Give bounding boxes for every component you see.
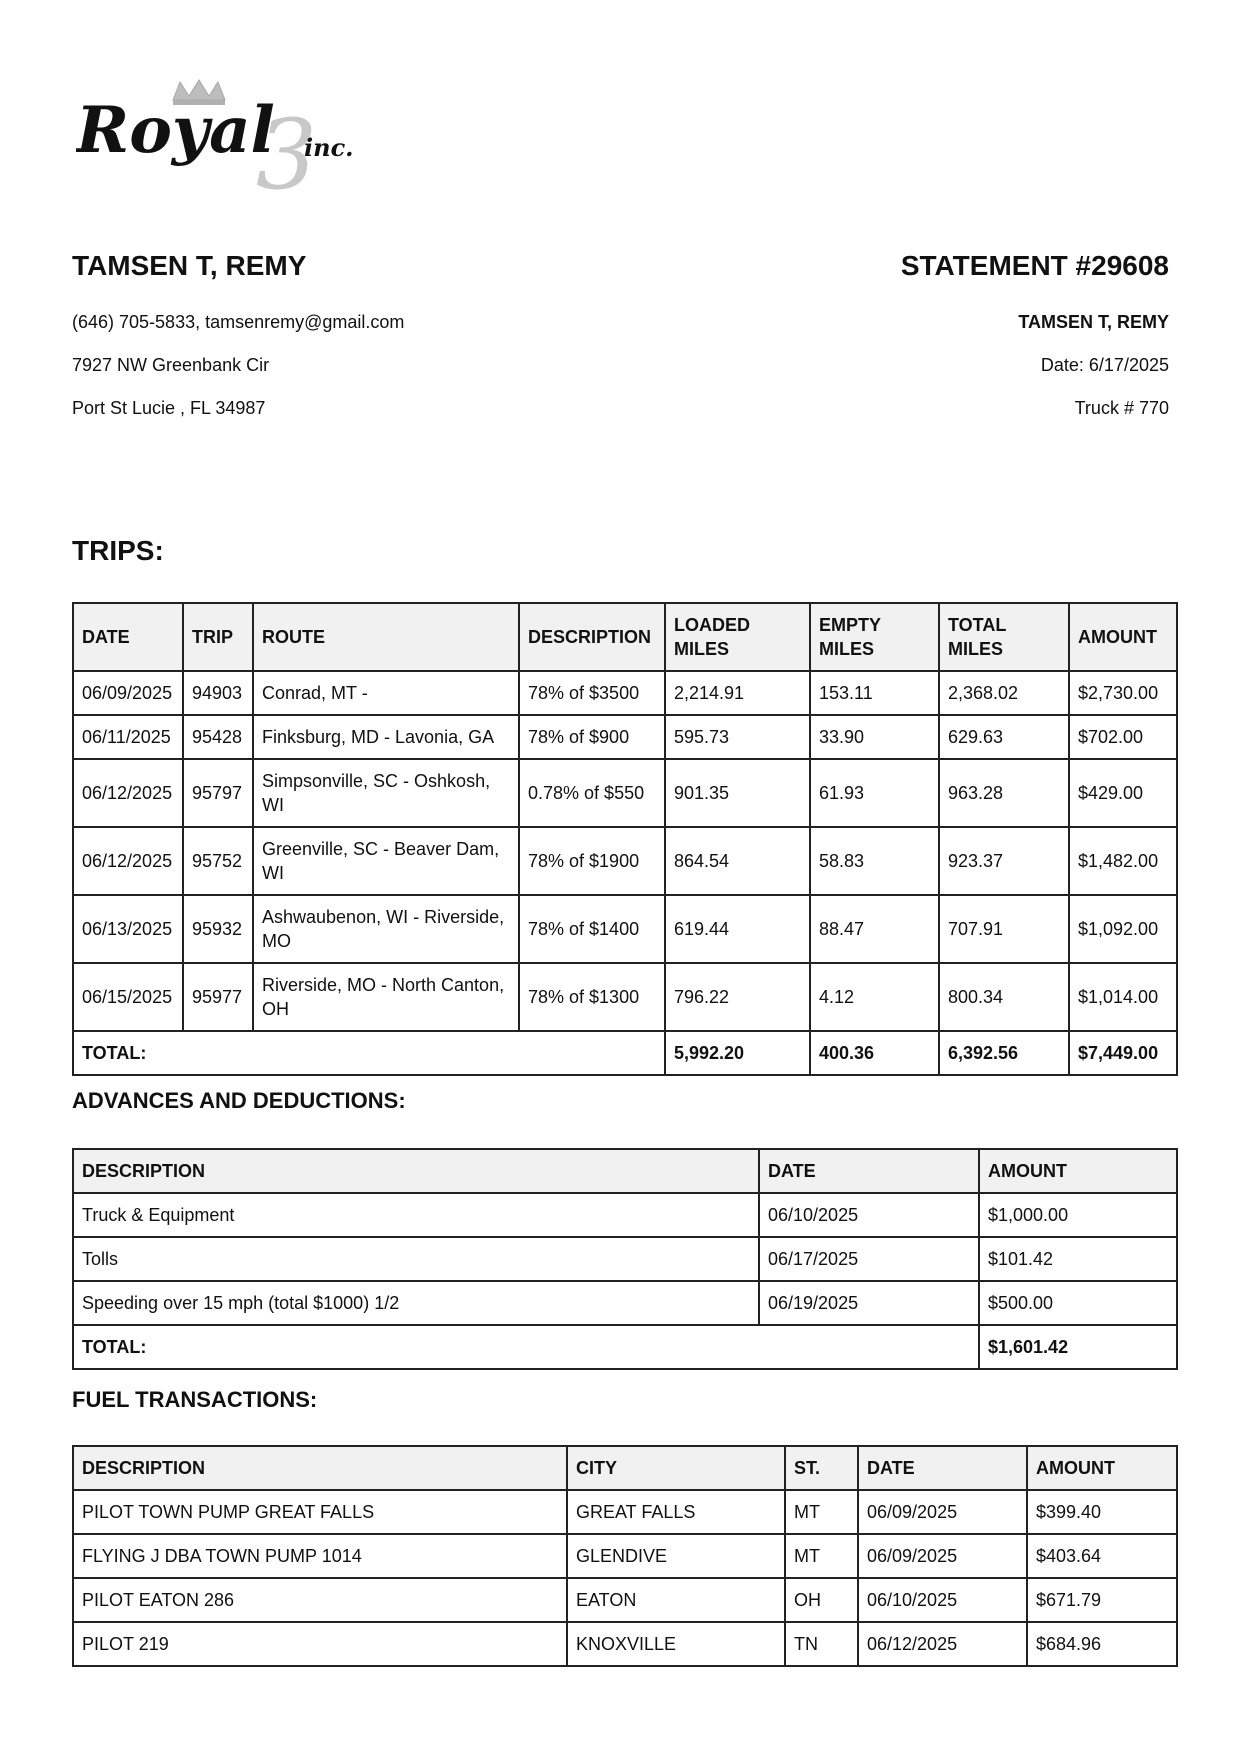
table-row: [73, 1622, 1177, 1666]
fuel-city: KNOXVILLE: [567, 1622, 785, 1666]
trip-route: Ashwaubenon, WI - Riverside, MO: [253, 895, 519, 963]
trip-number: 95977: [183, 963, 253, 1031]
table-row: [73, 1193, 1177, 1237]
deduction-amount: $1,000.00: [979, 1193, 1177, 1237]
trip-empty-miles: 61.93: [810, 759, 939, 827]
trip-empty-miles: 153.11: [810, 671, 939, 715]
table-row: [73, 1237, 1177, 1281]
trip-route: Riverside, MO - North Canton, OH: [253, 963, 519, 1031]
logo-numeral: 3: [256, 99, 318, 194]
fuel-city: GLENDIVE: [567, 1534, 785, 1578]
fuel-description: FLYING J DBA TOWN PUMP 1014: [73, 1534, 567, 1578]
fuel-amount: $671.79: [1027, 1578, 1177, 1622]
fuel-date: 06/09/2025: [858, 1534, 1027, 1578]
deduction-description: Speeding over 15 mph (total $1000) 1/2: [73, 1281, 759, 1325]
table-row: [73, 759, 1177, 827]
trip-description: 78% of $3500: [519, 671, 665, 715]
table-row: [73, 1534, 1177, 1578]
col-date: DATE: [73, 603, 183, 671]
col-date: DATE: [759, 1149, 979, 1193]
deduction-date: 06/19/2025: [759, 1281, 979, 1325]
col-state: ST.: [785, 1446, 858, 1490]
fuel-state: OH: [785, 1578, 858, 1622]
logo-wordmark: Royal: [76, 93, 275, 168]
trip-total-miles: 2,368.02: [939, 671, 1069, 715]
table-row: [73, 1490, 1177, 1534]
trip-empty-miles: 58.83: [810, 827, 939, 895]
trip-number: 95932: [183, 895, 253, 963]
trip-route: Finksburg, MD - Lavonia, GA: [253, 715, 519, 759]
advances-total-label: TOTAL:: [73, 1325, 979, 1369]
trip-total-miles: 707.91: [939, 895, 1069, 963]
statement-date: Date: 6/17/2025: [1040, 355, 1169, 375]
logo-suffix: inc.: [304, 133, 354, 162]
trip-date: 06/15/2025: [73, 963, 183, 1031]
advances-total-row: [73, 1325, 1177, 1369]
fuel-description: PILOT TOWN PUMP GREAT FALLS: [73, 1490, 567, 1534]
deduction-amount: $101.42: [979, 1237, 1177, 1281]
trip-loaded-miles: 901.35: [665, 759, 810, 827]
trip-amount: $429.00: [1069, 759, 1177, 827]
fuel-state: TN: [785, 1622, 858, 1666]
trips-total-miles: 6,392.56: [939, 1031, 1069, 1075]
trip-number: 94903: [183, 671, 253, 715]
trip-amount: $1,092.00: [1069, 895, 1177, 963]
fuel-heading: FUEL TRANSACTIONS:: [72, 1387, 318, 1412]
trip-date: 06/11/2025: [73, 715, 183, 759]
trip-amount: $1,014.00: [1069, 963, 1177, 1031]
deduction-amount: $500.00: [979, 1281, 1177, 1325]
fuel-amount: $403.64: [1027, 1534, 1177, 1578]
trip-amount: $2,730.00: [1069, 671, 1177, 715]
deduction-description: Truck & Equipment: [73, 1193, 759, 1237]
driver-address-line2: Port St Lucie , FL 34987: [72, 398, 266, 418]
trip-total-miles: 923.37: [939, 827, 1069, 895]
col-description: DESCRIPTION: [73, 1149, 759, 1193]
col-amount: AMOUNT: [1027, 1446, 1177, 1490]
col-loaded-miles: LOADED MILES: [665, 603, 810, 671]
statement-title: STATEMENT #29608: [900, 250, 1169, 281]
trip-total-miles: 963.28: [939, 759, 1069, 827]
trip-date: 06/12/2025: [73, 759, 183, 827]
trip-description: 78% of $1900: [519, 827, 665, 895]
col-route: ROUTE: [253, 603, 519, 671]
table-row: [73, 1281, 1177, 1325]
trips-table: [72, 602, 1178, 1076]
fuel-description: PILOT EATON 286: [73, 1578, 567, 1622]
trip-description: 78% of $1300: [519, 963, 665, 1031]
trip-description: 78% of $1400: [519, 895, 665, 963]
trip-loaded-miles: 796.22: [665, 963, 810, 1031]
trip-number: 95752: [183, 827, 253, 895]
trips-heading: TRIPS:: [72, 535, 164, 566]
fuel-city: GREAT FALLS: [567, 1490, 785, 1534]
trips-total-row: [73, 1031, 1177, 1075]
trip-loaded-miles: 595.73: [665, 715, 810, 759]
trip-description: 78% of $900: [519, 715, 665, 759]
table-row: [73, 963, 1177, 1031]
trip-amount: $702.00: [1069, 715, 1177, 759]
trip-empty-miles: 88.47: [810, 895, 939, 963]
truck-number: Truck # 770: [1074, 398, 1169, 418]
fuel-date: 06/10/2025: [858, 1578, 1027, 1622]
trip-loaded-miles: 2,214.91: [665, 671, 810, 715]
col-empty-miles: EMPTY MILES: [810, 603, 939, 671]
trip-loaded-miles: 619.44: [665, 895, 810, 963]
table-row: [73, 827, 1177, 895]
fuel-state: MT: [785, 1490, 858, 1534]
col-date: DATE: [858, 1446, 1027, 1490]
table-row: [73, 1578, 1177, 1622]
col-description: DESCRIPTION: [519, 603, 665, 671]
table-row: [73, 895, 1177, 963]
col-description: DESCRIPTION: [73, 1446, 567, 1490]
trip-number: 95428: [183, 715, 253, 759]
trip-route: Greenville, SC - Beaver Dam, WI: [253, 827, 519, 895]
trip-empty-miles: 4.12: [810, 963, 939, 1031]
trips-total-loaded: 5,992.20: [665, 1031, 810, 1075]
fuel-header-row: [73, 1446, 1177, 1490]
advances-heading: ADVANCES AND DEDUCTIONS:: [72, 1088, 406, 1113]
driver-contact: (646) 705-5833, tamsenremy@gmail.com: [72, 312, 405, 332]
trip-empty-miles: 33.90: [810, 715, 939, 759]
table-row: [73, 715, 1177, 759]
trips-header-row: [73, 603, 1177, 671]
trips-total-label: TOTAL:: [73, 1031, 665, 1075]
trip-description: 0.78% of $550: [519, 759, 665, 827]
trip-date: 06/13/2025: [73, 895, 183, 963]
trip-total-miles: 629.63: [939, 715, 1069, 759]
trip-amount: $1,482.00: [1069, 827, 1177, 895]
trip-total-miles: 800.34: [939, 963, 1069, 1031]
col-city: CITY: [567, 1446, 785, 1490]
trip-number: 95797: [183, 759, 253, 827]
trip-date: 06/12/2025: [73, 827, 183, 895]
trips-total-amount: $7,449.00: [1069, 1031, 1177, 1075]
statement-driver-name: TAMSEN T, REMY: [1018, 312, 1169, 332]
fuel-state: MT: [785, 1534, 858, 1578]
fuel-table: [72, 1445, 1178, 1667]
driver-name: TAMSEN T, REMY: [72, 250, 307, 281]
deduction-description: Tolls: [73, 1237, 759, 1281]
col-amount: AMOUNT: [979, 1149, 1177, 1193]
fuel-description: PILOT 219: [73, 1622, 567, 1666]
trip-loaded-miles: 864.54: [665, 827, 810, 895]
fuel-amount: $399.40: [1027, 1490, 1177, 1534]
advances-table: [72, 1148, 1178, 1370]
trip-route: Conrad, MT -: [253, 671, 519, 715]
trip-date: 06/09/2025: [73, 671, 183, 715]
company-logo: [76, 76, 386, 194]
fuel-amount: $684.96: [1027, 1622, 1177, 1666]
trips-total-empty: 400.36: [810, 1031, 939, 1075]
driver-address-line1: 7927 NW Greenbank Cir: [72, 355, 270, 375]
advances-header-row: [73, 1149, 1177, 1193]
col-total-miles: TOTAL MILES: [939, 603, 1069, 671]
trip-route: Simpsonville, SC - Oshkosh, WI: [253, 759, 519, 827]
col-amount: AMOUNT: [1069, 603, 1177, 671]
deduction-date: 06/10/2025: [759, 1193, 979, 1237]
advances-total-amount: $1,601.42: [979, 1325, 1177, 1369]
col-trip: TRIP: [183, 603, 253, 671]
table-row: [73, 671, 1177, 715]
fuel-city: EATON: [567, 1578, 785, 1622]
fuel-date: 06/09/2025: [858, 1490, 1027, 1534]
fuel-date: 06/12/2025: [858, 1622, 1027, 1666]
deduction-date: 06/17/2025: [759, 1237, 979, 1281]
